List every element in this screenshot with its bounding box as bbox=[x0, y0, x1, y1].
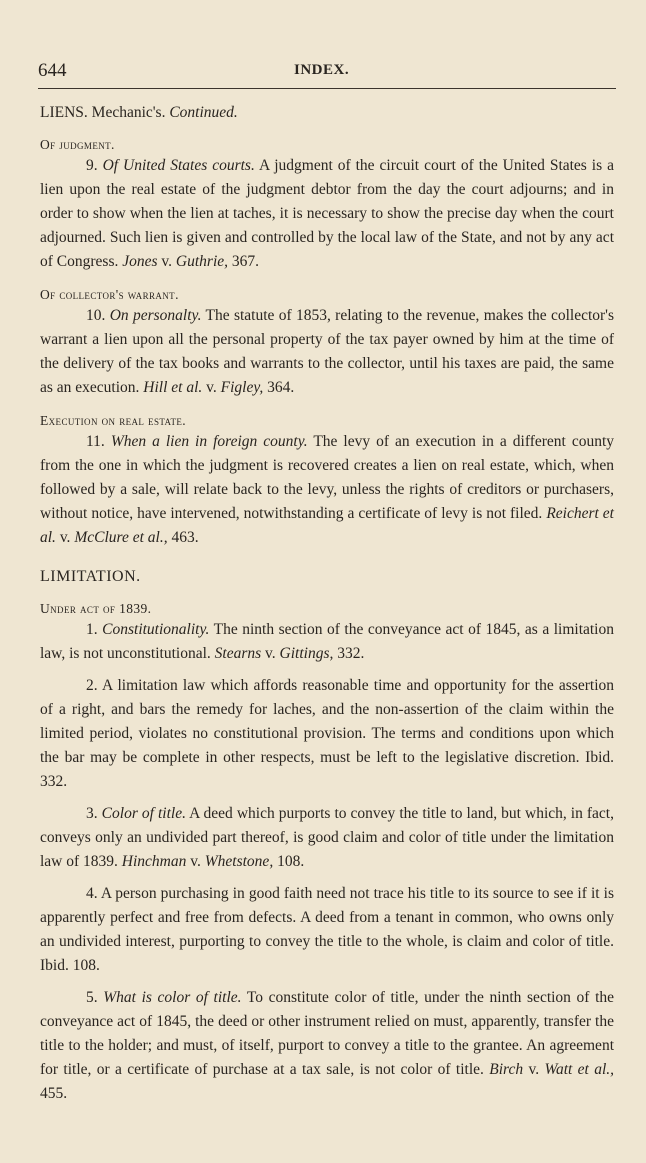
section-heading-continued: Continued. bbox=[169, 104, 238, 121]
case-versus: v. bbox=[161, 253, 173, 270]
entry-number: 2. bbox=[86, 677, 98, 694]
case-page: 364. bbox=[267, 379, 295, 396]
case-page: 455. bbox=[40, 1085, 68, 1102]
case-party-a: Reichert et al. bbox=[40, 505, 614, 546]
index-content bbox=[40, 102, 614, 1106]
case-party-b: Whetstone, bbox=[204, 853, 274, 870]
index-entry bbox=[40, 154, 614, 274]
header-rule bbox=[38, 88, 616, 89]
entry-text: A deed which purports to convey the title to land, but which, in fact, conveys only an undivided part thereof, is good claim and color of title under the limitation law of 1839. bbox=[40, 805, 614, 870]
page-header bbox=[38, 60, 606, 80]
case-party-b: Guthrie, bbox=[175, 253, 228, 270]
section-heading bbox=[40, 566, 614, 588]
entry-topic: Color of title. bbox=[101, 805, 186, 822]
entry-number: 11. bbox=[86, 433, 105, 450]
section-heading-text: LIMITATION. bbox=[40, 568, 141, 585]
index-entry bbox=[40, 802, 614, 874]
entry-number: 9. bbox=[86, 157, 98, 174]
section-heading bbox=[40, 102, 614, 124]
entry-text: To constitute color of title, under the ninth section of the conveyance act of 1845, the deed or other instrument relied on must, apparently, transfer the title to the holder; and must, of itself, purport to convey a title to the grantee. An agreement for title, or a certificate of purchase at a tax sale, is not color of title. bbox=[40, 989, 615, 1078]
subsection-title: Execution on real estate. bbox=[40, 413, 187, 428]
entry-number: 4. bbox=[86, 885, 98, 902]
case-page: 108. bbox=[277, 853, 305, 870]
entry-text: A judgment of the circuit court of the United States is a lien upon the real estate of the judgment debtor from the day the court adjourns; and in order to show when the lien at taches, it is necessary to show the precise day when the court adjourned. Such lien is given and controlled by the local law of the State, and not by any act of Congress. bbox=[40, 157, 614, 270]
entry-text: The ninth section of the conveyance act of 1845, as a limitation law, is not unconstitutional. bbox=[40, 621, 614, 662]
case-versus: v. bbox=[190, 853, 201, 870]
case-party-a: Hinchman bbox=[121, 853, 187, 870]
index-entry bbox=[40, 674, 614, 794]
index-entry bbox=[40, 882, 614, 978]
entry-number: 10. bbox=[86, 307, 106, 324]
case-party-b: McClure et al., bbox=[74, 529, 168, 546]
case-party-a: Jones bbox=[122, 253, 158, 270]
entry-text: A person purchasing in good faith need not trace his title to its source to see if it is apparently perfect and free from defects. A deed from a tenant in common, who owns only an undivided interest, purporting to convey the title to the whole, is claim and color of title. Ibid. 108. bbox=[40, 885, 614, 974]
case-page: 332. bbox=[337, 645, 365, 662]
running-head: INDEX. bbox=[294, 62, 350, 78]
entry-number: 3. bbox=[86, 805, 98, 822]
case-party-a: Hill et al. bbox=[143, 379, 203, 396]
entry-text: The statute of 1853, relating to the revenue, makes the collector's warrant a lien upon all the personal property of the tax payer owned by him at the time of the delivery of the tax books and warrants to the collector, until his taxes are paid, the same as an execution. bbox=[40, 307, 615, 396]
index-entry bbox=[40, 618, 614, 666]
entry-topic: When a lien in foreign county. bbox=[110, 433, 308, 450]
case-party-b: Figley, bbox=[220, 379, 264, 396]
subsection-title: Under act of 1839. bbox=[40, 601, 152, 616]
entry-text: The levy of an execution in a different county from the one in which the judgment is recovered creates a lien on real estate, which, when followed by a sale, will relate back to the levy, unless the rights of creditors or purchasers, without notice, have intervened, notwithstanding a certificate of levy is not filed. bbox=[40, 433, 615, 522]
case-party-a: Birch bbox=[489, 1061, 524, 1078]
entry-number: 1. bbox=[86, 621, 98, 638]
subsection-title: Of collector's warrant. bbox=[40, 287, 179, 302]
case-page: 463. bbox=[171, 529, 199, 546]
entry-topic: On personalty. bbox=[109, 307, 202, 324]
case-versus: v. bbox=[528, 1061, 540, 1078]
entry-text: A limitation law which affords reasonable time and opportunity for the assertion of a right, and bars the remedy for laches, and the non-assertion of the claim within the limited period, violates no constitutional provision. The terms and conditions upon which the bar may be complete in other respects, must be left to the legislative discretion. Ibid. 332. bbox=[40, 677, 614, 790]
entry-topic: Of United States courts. bbox=[102, 157, 255, 174]
index-entry bbox=[40, 986, 614, 1106]
entry-topic: What is color of title. bbox=[103, 989, 242, 1006]
index-entry bbox=[40, 304, 614, 400]
case-versus: v. bbox=[206, 379, 217, 396]
case-versus: v. bbox=[265, 645, 276, 662]
entry-number: 5. bbox=[86, 989, 98, 1006]
page-number: 644 bbox=[38, 60, 67, 81]
index-entry bbox=[40, 430, 614, 550]
case-party-a: Stearns bbox=[214, 645, 262, 662]
case-versus: v. bbox=[59, 529, 71, 546]
case-party-b: Gittings, bbox=[279, 645, 334, 662]
entry-topic: Constitutionality. bbox=[102, 621, 210, 638]
section-heading-text: LIENS. Mechanic's. bbox=[40, 104, 166, 121]
subsection-title: Of judgment. bbox=[40, 137, 115, 152]
case-party-b: Watt et al., bbox=[544, 1061, 615, 1078]
case-page: 367. bbox=[231, 253, 259, 270]
